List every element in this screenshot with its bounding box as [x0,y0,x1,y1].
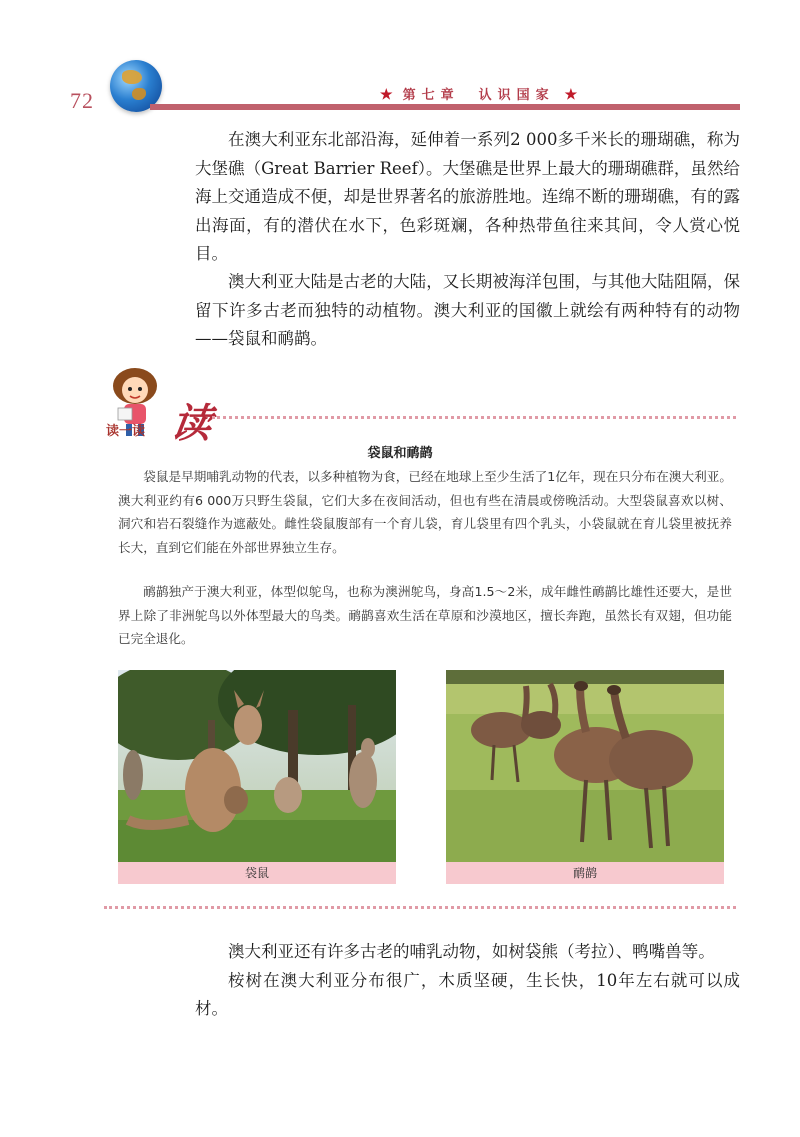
paragraph-mammals: 澳大利亚还有许多古老的哺乳动物，如树袋熊（考拉）、鸭嘴兽等。 [228,942,715,961]
dotted-divider-top [212,416,736,419]
kangaroo-photo [118,670,396,862]
main-paragraph [195,938,740,1024]
paragraph-great-barrier-reef: 在澳大利亚东北部沿海，延伸着一系列2 000多千米长的珊瑚礁，称为大堡礁（Great Barrier Reef）。大堡礁是世界上最大的珊瑚礁群，虽然给海上交通造成不便，却是世界著名的旅游胜地。连绵不断的珊瑚礁，有的露出海面，有的潜伏在水下，色彩斑斓，各种热带鱼往来其间，令人赏心悦目。 [195,130,740,263]
star-icon: ★ [380,87,393,103]
page-number: 72 [70,88,94,113]
paragraph-eucalyptus: 桉树在澳大利亚分布很广，木质坚硬，生长快，10年左右就可以成材。 [195,970,740,1018]
chapter-title [370,84,587,103]
main-paragraph [195,126,740,269]
reading-heading-char: 读 [168,400,215,447]
dotted-divider-bottom [104,906,736,909]
paragraph-emu: 鸸鹋独产于澳大利亚，体型似鸵鸟，也称为澳洲鸵鸟，身高1.5～2米，成年雌性鸸鹋比雄性还要大，是世界上除了非洲鸵鸟以外体型最大的鸟类。鸸鹋喜欢生活在草原和沙漠地区，擅长奔跑，虽然长有双翅，但功能已完全退化。 [118,584,732,646]
reading-paragraph [118,465,732,559]
reading-title: 袋鼠和鸸鹋 [367,446,433,461]
chapter-text: 第七章 认识国家 [402,88,555,103]
kangaroo-caption: 袋鼠 [118,862,396,884]
reading-label: 读一读 [106,424,146,439]
paragraph-australia-continent: 澳大利亚大陆是古老的大陆，又长期被海洋包围，与其他大陆阻隔，保留下许多古老而独特的动植物。澳大利亚的国徽上就绘有两种特有的动物——袋鼠和鸸鹋。 [195,272,740,348]
paragraph-kangaroo: 袋鼠是早期哺乳动物的代表，以多种植物为食，已经在地球上至少生活了1亿年，现在只分布在澳大利亚。澳大利亚约有6 000万只野生袋鼠，它们大多在夜间活动，但也有些在清晨或傍晚活动。大型袋鼠喜欢以树、洞穴和岩石裂缝作为遮蔽处。雌性袋鼠腹部有一个育儿袋，育儿袋里有四个乳头，小袋鼠就在育儿袋里被抚养长大，直到它们能在外部世界独立生存。 [118,469,732,555]
reading-paragraph [118,580,732,651]
star-icon: ★ [564,87,578,103]
emu-photo [446,670,724,862]
header-divider [150,104,740,110]
main-paragraph [195,268,740,354]
emu-caption: 鸸鹋 [446,862,724,884]
